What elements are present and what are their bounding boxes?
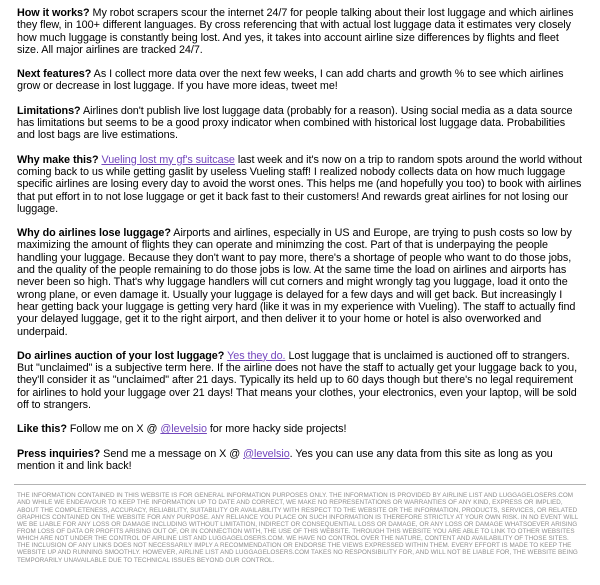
question-label: Limitations? [17, 104, 81, 117]
footer-divider [14, 484, 586, 485]
faq-paragraph-like-this [17, 423, 583, 435]
answer-text: My robot scrapers scour the internet 24/7 for people talking about their lost luggage and which airlines they flew, in 100+ different languages. By cross referencing that with actual lost luggage data it estimates very closely how much luggage is constantly being lost. And yes, it takes into account airline size differences by flights and fleet size. All major airlines are tracked 24/7. [17, 7, 574, 56]
question-label: Why do airlines lose luggage? [17, 227, 171, 240]
faq-paragraph-how-it-works [17, 7, 583, 56]
answer-text: Lost luggage that is unclaimed is auctioned off to strangers. But "unclaimed" is a subjective term here. If the airline does not have the staff to actually get your luggage back to you, they'll consider it as "unclaimed" after 21 days. Typically its held up to 60 days though but there's no legal requirement for airlines to hold your luggage over 21 days! That means your clothes, your electronics, even your laptop, will be sold off to strangers. [17, 349, 578, 412]
faq-paragraph-limitations [17, 105, 583, 142]
question-label: Next features? [17, 68, 92, 81]
faq-paragraph-why-make-this [17, 154, 583, 215]
question-label: How it works? [17, 7, 90, 19]
faq-section [17, 7, 583, 472]
vueling-suitcase-link[interactable]: Vueling lost my gf's suitcase [101, 153, 235, 166]
answer-text: for more hacky side projects! [206, 423, 347, 436]
auction-proof-link[interactable]: Yes they do. [227, 349, 286, 362]
answer-text: Airlines don't publish live lost luggage data (probably for a reason). Using social media as a data source has limitations but seems to be a good proxy indicator when combined with historical lost luggage data. Probabilities and lost bags are live estimations. [17, 104, 573, 142]
faq-paragraph-auction-lost-luggage [17, 350, 583, 411]
question-label: Why make this? [17, 153, 99, 166]
levelsio-follow-link[interactable]: @levelsio [160, 423, 207, 436]
faq-paragraph-why-airlines-lose-luggage [17, 227, 583, 338]
answer-text: As I collect more data over the next few weeks, I can add charts and growth % to see which airlines grow or decrease in lost luggage. If you have more ideas, tweet me! [17, 68, 564, 93]
answer-text: Send me a message on X @ [100, 447, 244, 460]
answer-text: Follow me on X @ [66, 423, 161, 436]
question-label: Do airlines auction of your lost luggage? [17, 349, 225, 362]
faq-paragraph-press-inquiries [17, 448, 583, 473]
faq-paragraph-next-features [17, 68, 583, 93]
question-label: Press inquiries? [17, 447, 101, 460]
question-label: Like this? [17, 423, 67, 436]
legal-disclaimer: THE INFORMATION CONTAINED IN THIS WEBSITE IS FOR GENERAL INFORMATION PURPOSES ONLY. THE INFORMATION IS PROVIDED BY AIRLINE LIST AND LUGGAGELOSERS.COM AND WHILE WE ENDEAVOUR TO KEEP THE INFORMATION UP TO DATE AND CORRECT, WE MAKE NO REPRESENTATIONS OR WARRANTIES OF ANY KIND, EXPRESS OR IMPLIED, ABOUT THE COMPLETENESS, ACCURACY, RELIABILITY, SUITABILITY OR AVAILABILITY WITH RESPECT TO THE WEBSITE OR THE INFORMATION, PRODUCTS, SERVICES, OR RELATED GRAPHICS CONTAINED ON THE WEBSITE FOR ANY PURPOSE. ANY RELIANCE YOU PLACE ON SUCH INFORMATION IS THEREFORE STRICTLY AT YOUR OWN RISK. IN NO EVENT WILL WE BE LIABLE FOR ANY LOSS OR DAMAGE INCLUDING WITHOUT LIMITATION, INDIRECT OR CONSEQUENTIAL LOSS OR DAMAGE, OR ANY LOSS OR DAMAGE WHATSOEVER ARISING FROM LOSS OF DATA OR PROFITS ARISING OUT OF, OR IN CONNECTION WITH, THE USE OF THIS WEBSITE. THROUGH THIS WEBSITE YOU ARE ABLE TO LINK TO OTHER WEBSITES WHICH ARE NOT UNDER THE CONTROL OF AIRLINE LIST AND LUGGAGELOSERS.COM. WE HAVE NO CONTROL OVER THE NATURE, CONTENT AND AVAILABILITY OF THOSE SITES. THE INCLUSION OF ANY LINKS DOES NOT NECESSARILY IMPLY A RECOMMENDATION OR ENDORSE THE VIEWS EXPRESSED WITHIN THEM. EVERY EFFORT IS MADE TO KEEP THE WEBSITE UP AND RUNNING SMOOTHLY. HOWEVER, AIRLINE LIST AND LUGGAGELOSERS.COM TAKES NO RESPONSIBILITY FOR, AND WILL NOT BE LIABLE FOR, THE WEBSITE BEING TEMPORARILY UNAVAILABLE DUE TO TECHNICAL ISSUES BEYOND OUR CONTROL. [17, 492, 579, 564]
answer-text: last week and it's now on a trip to random spots around the world without coming back to us while getting gaslit by useless Vueling staff! I realized nobody collects data on how much luggage specific airlines are losing every day to avoid the worst ones. This helps me (and hopefully you too) to book with airlines that put effort in to not lose luggage or get it back fast to their customers! And rewards great airlines for not losing our luggage. [17, 153, 582, 215]
answer-text: . Yes you can use any data from this site as long as you mention it and link back! [17, 447, 553, 472]
answer-text: Airports and airlines, especially in US and Europe, are trying to push costs so low by maximizing the amount of flights they can operate and minimzing the cost. Part of that is underpaying the people handling your luggage. Because they don't want to pay more, there's a shortage of people who want to do those jobs, and the quality of the people remaining to do those jobs is low. At the same time the load on airlines and airports has never been so high. That's why luggage handlers will cut corners and might wrongly tag you luggage, load it onto the wrong plane, or even damage it. Usually your luggage is delayed for a few days and will get back. But increasingly I hear getting back your luggage is getting very hard (like it was in my experience with Vueling). The staff to actually find your delayed luggage, get it to the right airport, and then deliver it to your home or hotel is also overworked and underpaid. [17, 227, 576, 338]
levelsio-press-link[interactable]: @levelsio [243, 447, 290, 460]
